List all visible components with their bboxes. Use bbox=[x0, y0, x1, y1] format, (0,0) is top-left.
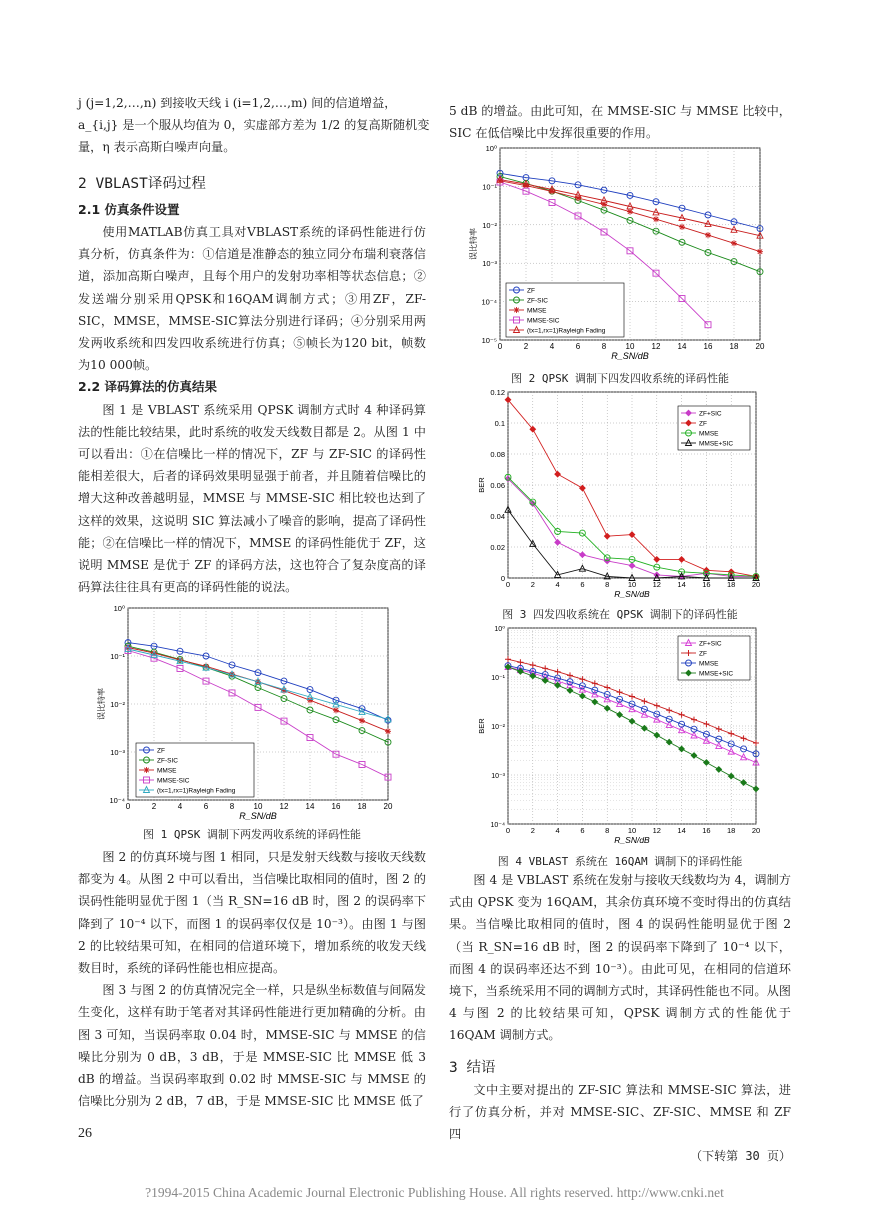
legend-label: ZF bbox=[699, 420, 707, 428]
legend-label: (tx=1,rx=1)Rayleigh Fading bbox=[157, 787, 236, 795]
legend-label: MMSE bbox=[699, 660, 719, 668]
x-axis-label: R_SN/dB bbox=[611, 351, 649, 361]
x-tick-label: 14 bbox=[677, 580, 686, 589]
x-tick-label: 12 bbox=[651, 342, 661, 351]
y-tick-label: 0.12 bbox=[490, 388, 505, 397]
data-point bbox=[601, 201, 607, 207]
left-column bbox=[78, 92, 430, 598]
intro-line-3: 量，η 表示高斯白噪声向量。 bbox=[78, 140, 236, 155]
legend bbox=[678, 406, 750, 450]
x-tick-label: 14 bbox=[677, 826, 686, 835]
figure-2 bbox=[468, 140, 778, 369]
x-tick-label: 4 bbox=[177, 802, 183, 811]
legend-marker bbox=[514, 307, 520, 313]
figure-1 bbox=[78, 600, 418, 829]
figure-1-caption: 图 1 QPSK 调制下两发两收系统的译码性能 bbox=[143, 828, 361, 841]
x-tick-label: 2 bbox=[523, 342, 529, 351]
figure-4-chart bbox=[468, 624, 778, 849]
section-3-text: 文中主要对提出的 ZF-SIC 算法和 MMSE-SIC 算法，进行了仿真分析，并对 MMSE-SIC、ZF-SIC、MMSE 和 ZF 四 bbox=[449, 1082, 791, 1142]
y-tick-label: 0.02 bbox=[490, 543, 505, 552]
x-tick-label: 14 bbox=[305, 802, 315, 811]
x-tick-label: 12 bbox=[652, 826, 661, 835]
x-tick-label: 6 bbox=[575, 342, 581, 351]
data-point bbox=[653, 216, 659, 222]
x-tick-label: 6 bbox=[203, 802, 209, 811]
y-axis-label: 误比特率 bbox=[97, 688, 106, 720]
page-number: 26 bbox=[78, 1126, 92, 1141]
y-tick-label: 10⁻¹ bbox=[491, 675, 505, 682]
figure-3 bbox=[468, 388, 778, 604]
x-tick-label: 10 bbox=[625, 342, 635, 351]
y-tick-label: 0.08 bbox=[490, 450, 505, 459]
x-tick-label: 20 bbox=[751, 580, 761, 589]
x-tick-label: 16 bbox=[702, 826, 711, 835]
legend bbox=[678, 636, 750, 680]
x-tick-label: 16 bbox=[702, 580, 711, 589]
y-tick-label: 10⁰ bbox=[494, 626, 505, 633]
y-tick-label: 10⁰ bbox=[485, 144, 497, 153]
x-tick-label: 18 bbox=[727, 580, 736, 589]
intro-line-2: a_{i,j} 是一个服从均值为 0，实虚部方差为 1/2 的复高斯随机变 bbox=[78, 118, 430, 133]
figure-3-caption: 图 3 四发四收系统在 QPSK 调制下的译码性能 bbox=[502, 608, 738, 621]
left-column-lower bbox=[78, 846, 426, 1112]
right-column-lower bbox=[449, 869, 791, 1168]
legend-label: (tx=1,rx=1)Rayleigh Fading bbox=[527, 327, 606, 335]
figure-1-chart bbox=[78, 600, 418, 825]
copyright-footer: ?1994-2015 China Academic Journal Electronic Publishing House. All rights reserved. http://www.cnki.net bbox=[145, 1185, 724, 1200]
x-tick-label: 10 bbox=[627, 580, 637, 589]
legend-label: MMSE bbox=[527, 307, 547, 315]
y-axis-label: BER bbox=[477, 477, 486, 493]
data-point bbox=[385, 728, 391, 734]
x-tick-label: 10 bbox=[253, 802, 263, 811]
x-tick-label: 20 bbox=[755, 342, 765, 351]
x-tick-label: 18 bbox=[357, 802, 367, 811]
legend-label: MMSE+SIC bbox=[699, 440, 734, 448]
data-point bbox=[627, 209, 633, 215]
continued-note: （下转第 30 页） bbox=[690, 1149, 791, 1164]
data-point bbox=[705, 232, 711, 238]
x-tick-label: 16 bbox=[703, 342, 713, 351]
x-tick-label: 10 bbox=[627, 826, 637, 835]
x-tick-label: 2 bbox=[530, 826, 535, 835]
figure-4-caption: 图 4 VBLAST 系统在 16QAM 调制下的译码性能 bbox=[497, 855, 743, 868]
x-tick-label: 0 bbox=[497, 342, 503, 351]
y-tick-label: 0.1 bbox=[494, 419, 505, 428]
y-tick-label: 0 bbox=[500, 574, 505, 583]
legend bbox=[136, 743, 254, 797]
y-tick-label: 10⁻⁴ bbox=[490, 822, 505, 829]
x-tick-label: 2 bbox=[151, 802, 157, 811]
x-tick-label: 6 bbox=[580, 826, 585, 835]
x-axis-label: R_SN/dB bbox=[239, 811, 277, 821]
legend-label: ZF-SIC bbox=[527, 297, 548, 305]
section-2-title: 2 VBLAST译码过程 bbox=[78, 175, 206, 192]
x-tick-label: 20 bbox=[383, 802, 393, 811]
legend-label: MMSE-SIC bbox=[157, 777, 190, 785]
x-axis-label: R_SN/dB bbox=[614, 835, 650, 845]
x-tick-label: 4 bbox=[549, 342, 555, 351]
data-point bbox=[731, 240, 737, 246]
x-tick-label: 14 bbox=[677, 342, 687, 351]
y-axis-label: 误比特率 bbox=[469, 228, 478, 260]
data-point bbox=[757, 249, 763, 255]
paragraph-fig3-discussion: 图 3 与图 2 的仿真情况完全一样，只是纵坐标数值与间隔发生变化，这样有助于笔者对其译码性能进行更加精确的分析。由图 3 可知，当误码率取 0.04 时，MMSE-SIC 与 MMSE 的信噪比分别为 0 dB，3 dB，于是 MMSE-SIC 比 MMSE 低 3 dB 的增益。当误码率取到 0.02 时 MMSE-SIC 与 MMSE 的信噪比分别为 2 dB，7 dB，于是 MMSE-SIC 比 MMSE 低了 bbox=[78, 983, 426, 1109]
legend-label: ZF+SIC bbox=[699, 410, 722, 418]
subsection-2-1-text: 使用MATLAB仿真工具对VBLAST系统的译码性能进行仿真分析，仿真条件为：①信道是准静态的独立同分布瑞利衰落信道，添加高斯白噪声，且每个用户的发射功率相等状态信息；②发送端分别采用QPSK和16QAM调制方式；③用ZF，ZF-SIC，MMSE，MMSE-SIC算法分别进行译码；④分别采用两发两收系统和四发四收系统进行仿真；⑤帧长为120 bit，帧数为10 000帧。 bbox=[78, 225, 426, 373]
y-tick-label: 10⁻³ bbox=[482, 259, 497, 269]
x-tick-label: 0 bbox=[505, 826, 511, 835]
subsection-2-2-title: 2.2 译码算法的仿真结果 bbox=[78, 379, 217, 395]
y-tick-label: 10⁰ bbox=[113, 604, 125, 613]
legend-label: ZF bbox=[157, 747, 165, 755]
data-point bbox=[359, 718, 365, 724]
x-tick-label: 0 bbox=[125, 802, 131, 811]
section-3-title: 3 结语 bbox=[449, 1059, 496, 1076]
y-tick-label: 0.06 bbox=[490, 481, 505, 490]
y-tick-label: 10⁻⁴ bbox=[481, 297, 497, 307]
x-tick-label: 8 bbox=[605, 826, 610, 835]
x-tick-label: 18 bbox=[729, 342, 739, 351]
x-tick-label: 12 bbox=[652, 580, 661, 589]
paragraph-continued: 5 dB 的增益。由此可知，在 MMSE-SIC 与 MMSE 比较中，SIC 在低信噪比中发挥很重要的作用。 bbox=[449, 104, 791, 141]
figure-2-caption: 图 2 QPSK 调制下四发四收系统的译码性能 bbox=[511, 372, 729, 385]
legend-label: ZF bbox=[699, 650, 707, 658]
right-column-top bbox=[449, 100, 791, 144]
y-tick-label: 10⁻⁴ bbox=[109, 796, 125, 805]
x-tick-label: 8 bbox=[601, 342, 607, 351]
x-tick-label: 8 bbox=[229, 802, 235, 811]
y-tick-label: 10⁻³ bbox=[491, 773, 505, 780]
y-tick-label: 10⁻⁵ bbox=[481, 336, 497, 345]
x-tick-label: 12 bbox=[279, 802, 289, 811]
x-tick-label: 0 bbox=[505, 580, 511, 589]
legend-label: MMSE bbox=[157, 767, 177, 775]
paragraph-fig2-discussion: 图 2 的仿真环境与图 1 相同，只是发射天线数与接收天线数都变为 4。从图 2 中可以看出，当信噪比取相同的值时，图 2 的误码性能明显优于图 1（当 R_SN=16 dB 时，图 2 的误码率下降到了 10⁻⁴ 以下，而图 1 的误码率仅仅是 10⁻³）。由图 1 与图 2 的比较结果可知，在相同的信道环境下，增加系统的收发天线数目时，系统的译码性能也相应提高。 bbox=[78, 850, 426, 976]
legend-marker bbox=[144, 767, 150, 773]
y-tick-label: 10⁻² bbox=[110, 700, 125, 709]
x-axis-label: R_SN/dB bbox=[614, 589, 650, 599]
y-tick-label: 10⁻¹ bbox=[482, 182, 497, 192]
y-axis-label: BER bbox=[477, 718, 486, 734]
x-tick-label: 6 bbox=[580, 580, 585, 589]
y-tick-label: 10⁻² bbox=[482, 220, 497, 230]
paragraph-fig4-discussion: 图 4 是 VBLAST 系统在发射与接收天线数均为 4，调制方式由 QPSK 变为 16QAM，其余仿真环境不变时得出的仿真结果。当信噪比取相同的值时，图 4 的误码性能明显优于图 2（当 R_SN=16 dB 时，图 2 的误码率下降到了 10⁻⁴ 以下，而图 4 的误码率还达不到 10⁻³）。由此可见，在相同的信道环境下，当系统采用不同的调制方式时，其译码性能也不同。从图 4 与图 2 的比较结果可知，QPSK 调制方式的性能优于 16QAM 调制方式。 bbox=[449, 873, 791, 1043]
legend-label: MMSE bbox=[699, 430, 719, 438]
y-tick-label: 10⁻² bbox=[491, 724, 505, 731]
legend-label: MMSE+SIC bbox=[699, 670, 734, 678]
x-tick-label: 4 bbox=[555, 580, 560, 589]
subsection-2-2-text: 图 1 是 VBLAST 系统采用 QPSK 调制方式时 4 种译码算法的性能比较结果，此时系统的收发天线数目都是 2。从图 1 中可以看出：①在信噪比一样的情况下，ZF 与 ZF-SIC 的译码性能相差很大，后者的译码效果明显强于前者，并且随着信噪比的增大这种改善越明显，MMSE 与 MMSE-SIC 相比较也达到了这样的效果，这说明 SIC 算法减小了噪音的影响，提高了译码性能；②在信噪比一样的情况下，MMSE 的译码性能优于 ZF，这说明 MMSE 是优于 ZF 的译码方法，这也符合了复杂度高的译码算法往往具有更高的译码性能的说法。 bbox=[78, 402, 426, 595]
x-tick-label: 2 bbox=[530, 580, 535, 589]
x-tick-label: 4 bbox=[555, 826, 560, 835]
x-tick-label: 16 bbox=[331, 802, 341, 811]
subsection-2-1-title: 2.1 仿真条件设置 bbox=[78, 201, 180, 217]
y-tick-label: 10⁻¹ bbox=[110, 652, 125, 661]
data-point bbox=[679, 224, 685, 230]
legend-label: ZF bbox=[527, 287, 535, 295]
x-tick-label: 20 bbox=[751, 826, 761, 835]
legend-label: ZF-SIC bbox=[157, 757, 178, 765]
y-tick-label: 10⁻³ bbox=[110, 748, 125, 757]
x-tick-label: 18 bbox=[727, 826, 736, 835]
figure-3-chart bbox=[468, 388, 778, 600]
y-tick-label: 0.04 bbox=[490, 512, 505, 521]
x-tick-label: 8 bbox=[605, 580, 610, 589]
legend-label: ZF+SIC bbox=[699, 640, 722, 648]
figure-4 bbox=[468, 624, 778, 853]
figure-2-chart bbox=[468, 140, 778, 365]
data-point bbox=[333, 707, 339, 713]
legend bbox=[506, 283, 624, 337]
intro-line-1: j (j=1,2,…,n) 到接收天线 i (i=1,2,…,m) 间的信道增益， bbox=[78, 96, 397, 110]
legend-label: MMSE-SIC bbox=[527, 317, 560, 325]
